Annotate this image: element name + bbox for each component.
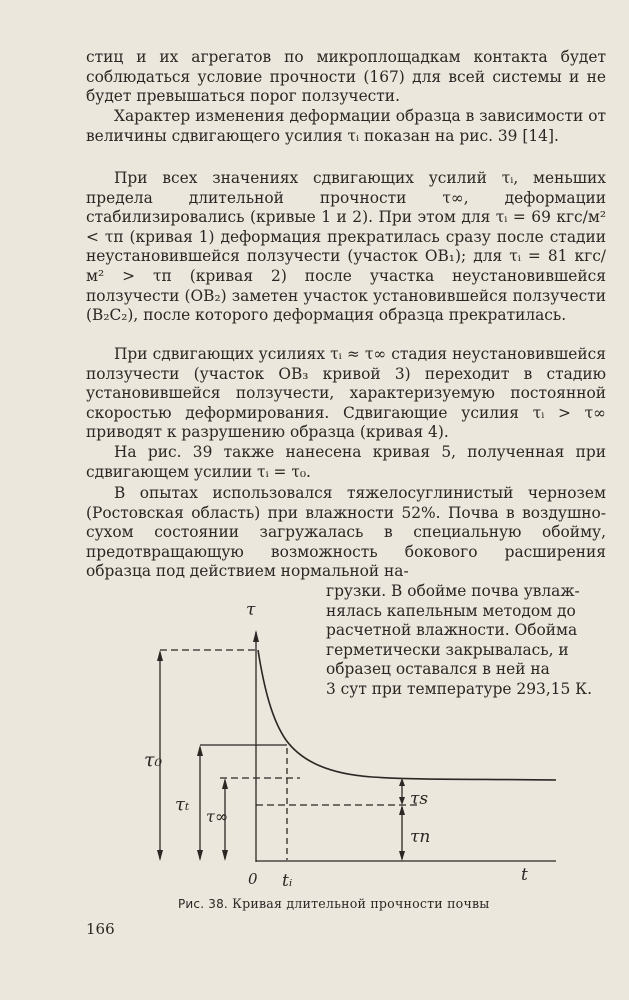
tau-s-arrow-up bbox=[399, 778, 405, 786]
tau-n-arrow-up bbox=[399, 805, 405, 815]
paragraph-1: стиц и их агрегатов по микроплощадкам контакта будет соблюдаться условие прочности (167) для всей системы и не будет превышаться порог ползучести. bbox=[86, 48, 606, 106]
y-axis-arrow bbox=[253, 630, 259, 642]
wrapped-line: нялась капельным методом до bbox=[326, 601, 576, 620]
tau-s-arrow-down bbox=[399, 797, 405, 805]
tau-0-arrow-up bbox=[157, 650, 163, 661]
wrapped-line: образец оставался в ней на bbox=[326, 660, 550, 679]
paragraph-2: Характер изменения деформации образца в зависимости от величины сдвигающего усилия τᵢ показан на рис. 39 [14]. bbox=[86, 107, 606, 145]
tau-inf-arrow-up bbox=[222, 778, 228, 789]
tau-inf-label: τ∞ bbox=[206, 807, 229, 826]
wrapped-line: герметически закрывалась, и bbox=[326, 640, 569, 659]
t-i-label: tᵢ bbox=[282, 871, 293, 891]
tau-t-label: τₜ bbox=[175, 794, 190, 815]
tau-inf-arrow-down bbox=[222, 850, 228, 861]
strength-curve bbox=[258, 650, 556, 780]
tau-n-arrow-down bbox=[399, 851, 405, 861]
tau-s-label: τs bbox=[410, 789, 429, 809]
wrapped-line: расчетной влажности. Обойма bbox=[326, 621, 578, 640]
caption-label: Рис. 38. bbox=[178, 897, 228, 911]
tau-t-arrow-up bbox=[197, 745, 203, 756]
axis-x-label: t bbox=[521, 865, 528, 885]
axis-y-label: τ bbox=[246, 600, 256, 620]
tau-0-label: τ₀ bbox=[144, 749, 163, 771]
figure-caption bbox=[178, 896, 490, 911]
page-number: 166 bbox=[86, 920, 115, 938]
paragraph-5: На рис. 39 также нанесена кривая 5, полученная при сдвигающем усилии τᵢ = τ₀. bbox=[86, 443, 606, 481]
paragraph-6: В опытах использовался тяжелосуглинистый чернозем (Ростовская область) при влажности 52%. Почва в воздушно-сухом состоянии загружалась в специальную обойму, предотвращающую возможность бокового расширения образца под действием нормальной на- bbox=[86, 484, 606, 581]
tau-0-arrow-down bbox=[157, 850, 163, 861]
paragraph-4: При сдвигающих усилиях τᵢ ≈ τ∞ стадия неустановившейся ползучести (участок OB₃ кривой 3) переходит в стадию установившейся ползучести, характеризуемую постоянной скоростью деформирования. Сдвигающие усилия τᵢ > τ∞ приводят к разрушению образца (кривая 4). bbox=[86, 345, 606, 442]
paragraph-3: При всех значениях сдвигающих усилий τᵢ, меньших предела длительной прочности τ∞, деформации стабилизировались (кривые 1 и 2). При этом для τᵢ = 69 кгс/м² < τп (кривая 1) деформация прекратилась сразу после стадии неустановившейся ползучести (участок OB₁); для τᵢ = 81 кгс/м² > τп (кривая 2) после участка неустановившейся ползучести (OB₂) заметен участок установившейся ползучести (B₂C₂), после которого деформация образца прекратилась. bbox=[86, 169, 606, 325]
wrapped-line: грузки. В обойме почва увлаж- bbox=[326, 582, 580, 600]
tau-n-label: τп bbox=[410, 827, 431, 847]
origin-label: 0 bbox=[248, 870, 258, 888]
wrapped-line: 3 сут при температуре 293,15 К. bbox=[326, 679, 592, 698]
tau-t-arrow-down bbox=[197, 850, 203, 861]
caption-text: Кривая длительной прочности почвы bbox=[232, 896, 490, 911]
